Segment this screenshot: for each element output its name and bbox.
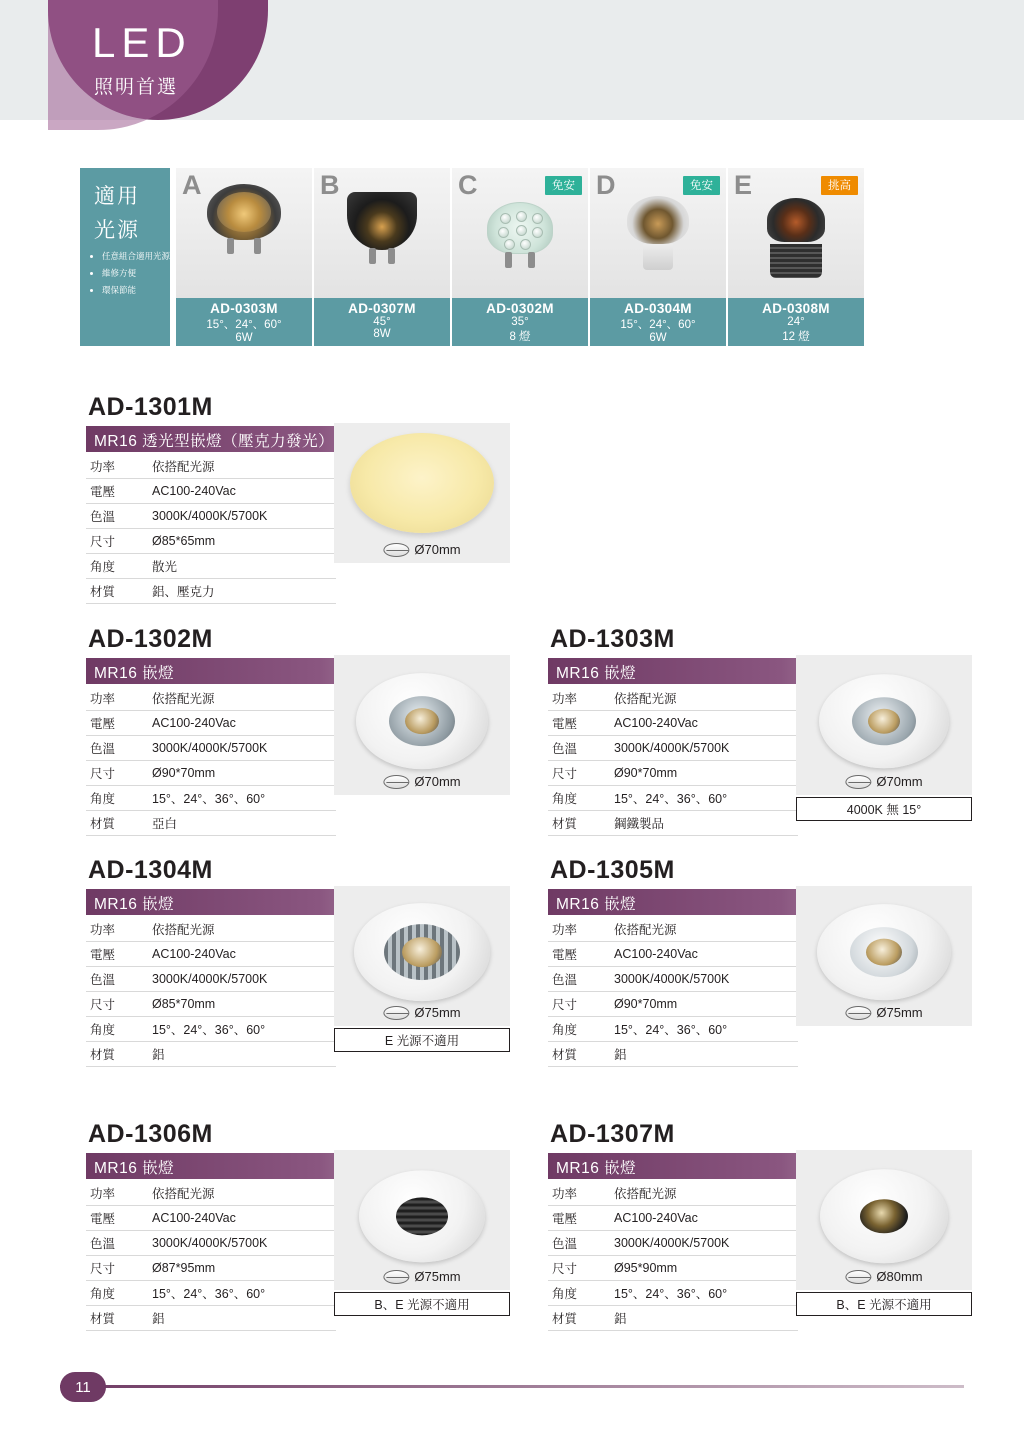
- source-e-tag: 挑高: [821, 176, 858, 195]
- cutout-dimension: [383, 1269, 460, 1284]
- product-photo: [334, 886, 510, 1026]
- product-photo: [334, 655, 510, 795]
- source-c-power: 8 燈: [509, 331, 531, 343]
- spec-value-angle: 15°、24°、36°、60°: [614, 786, 798, 811]
- product-name: MR16 嵌燈: [556, 665, 637, 682]
- spec-label-power: 功率: [86, 454, 152, 479]
- table-row: [548, 1181, 798, 1206]
- cutout-icon: [845, 775, 871, 789]
- cutout-dimension: [845, 774, 922, 789]
- product-note: 4000K 無 15°: [796, 797, 972, 821]
- table-row: [548, 811, 798, 836]
- finned-bulb-icon: [767, 198, 825, 278]
- applicable-light-sources: [80, 168, 864, 346]
- table-row: [86, 479, 336, 504]
- cutout-icon: [383, 1006, 409, 1020]
- product-spec-table: [548, 686, 798, 836]
- product-spec-table: [548, 1181, 798, 1331]
- logo-subtitle: 照明首選: [94, 77, 179, 98]
- spec-value-power: 依搭配光源: [614, 1181, 798, 1206]
- logo-led-text: LED: [92, 19, 192, 66]
- cutout-dimension: [845, 1269, 922, 1284]
- source-option-d[interactable]: [590, 168, 726, 346]
- source-legend-bullet: • 維修方便: [102, 267, 170, 280]
- spec-label-power: 功率: [548, 686, 614, 711]
- table-row: [86, 786, 336, 811]
- table-row: [548, 711, 798, 736]
- spec-value-material: 鋼鐵製品: [614, 811, 798, 836]
- table-row: [548, 1042, 798, 1067]
- spec-value-voltage: AC100-240Vac: [614, 1206, 798, 1231]
- source-legend-box: [80, 168, 170, 346]
- cutout-value: Ø75mm: [414, 1269, 461, 1284]
- source-c-code: AD-0302M: [486, 301, 554, 316]
- table-row: [86, 967, 336, 992]
- spec-label-angle: 角度: [548, 1017, 614, 1042]
- source-c-image: [452, 168, 588, 298]
- spec-value-voltage: AC100-240Vac: [614, 942, 798, 967]
- table-row: [86, 554, 336, 579]
- source-a-power: 6W: [235, 332, 253, 344]
- spec-label-cct: 色溫: [86, 736, 152, 761]
- spec-label-power: 功率: [548, 917, 614, 942]
- spec-value-power: 依搭配光源: [152, 686, 336, 711]
- spec-value-voltage: AC100-240Vac: [152, 479, 336, 504]
- table-row: [86, 1281, 336, 1306]
- product-name: MR16 嵌燈: [556, 896, 637, 913]
- spec-value-size: Ø85*65mm: [152, 529, 336, 554]
- table-row: [86, 1306, 336, 1331]
- spec-value-angle: 15°、24°、36°、60°: [152, 786, 336, 811]
- spec-value-cct: 3000K/4000K/5700K: [614, 736, 798, 761]
- cutout-dimension: [845, 1005, 922, 1020]
- table-row: [86, 736, 336, 761]
- spec-value-size: Ø95*90mm: [614, 1256, 798, 1281]
- table-row: [86, 579, 336, 604]
- table-row: [86, 1231, 336, 1256]
- table-row: [548, 1281, 798, 1306]
- product-note: B、E 光源不適用: [796, 1292, 972, 1316]
- spec-value-voltage: AC100-240Vac: [152, 711, 336, 736]
- product-note: E 光源不適用: [334, 1028, 510, 1052]
- source-c-caption: [452, 298, 588, 346]
- source-e-power: 12 燈: [782, 331, 810, 343]
- product-card-ad-1303m: [548, 625, 972, 836]
- spec-label-voltage: 電壓: [548, 1206, 614, 1231]
- spec-value-material: 鋁: [614, 1042, 798, 1067]
- spec-label-voltage: 電壓: [548, 942, 614, 967]
- source-e-caption: [728, 298, 864, 346]
- mr16-smd-bulb-icon: [487, 202, 553, 254]
- source-a-angle: 15°、24°、60°: [206, 319, 282, 331]
- page-number: 11: [60, 1372, 106, 1402]
- table-row: [86, 811, 336, 836]
- product-spec-table: [86, 1181, 336, 1331]
- product-name: MR16 嵌燈: [556, 1160, 637, 1177]
- spec-value-angle: 15°、24°、36°、60°: [152, 1281, 336, 1306]
- table-row: [86, 1181, 336, 1206]
- source-d-image: [590, 168, 726, 298]
- product-code: AD-1303M: [550, 625, 675, 653]
- table-row: [548, 1306, 798, 1331]
- cutout-dimension: [383, 1005, 460, 1020]
- spec-label-power: 功率: [548, 1181, 614, 1206]
- product-card-ad-1302m: [86, 625, 510, 836]
- spec-value-voltage: AC100-240Vac: [152, 942, 336, 967]
- spec-value-material: 亞白: [152, 811, 336, 836]
- spec-value-material: 鋁: [614, 1306, 798, 1331]
- spec-value-material: 鋁: [152, 1042, 336, 1067]
- source-legend-title-1: 適用: [94, 185, 140, 208]
- table-row: [86, 992, 336, 1017]
- cutout-dimension: [383, 774, 460, 789]
- spec-label-cct: 色溫: [548, 736, 614, 761]
- product-spec-table: [86, 454, 336, 604]
- spec-label-size: 尺寸: [86, 1256, 152, 1281]
- source-a-caption: [176, 298, 312, 346]
- source-a-letter: A: [182, 170, 202, 200]
- table-row: [548, 1206, 798, 1231]
- table-row: [86, 942, 336, 967]
- product-name: MR16 透光型嵌燈（壓克力發光）: [94, 433, 335, 450]
- source-b-code: AD-0307M: [348, 301, 416, 316]
- spec-value-power: 依搭配光源: [152, 917, 336, 942]
- product-spec-table: [548, 917, 798, 1067]
- source-d-letter: D: [596, 170, 616, 200]
- product-note: B、E 光源不適用: [334, 1292, 510, 1316]
- spec-value-power: 依搭配光源: [614, 917, 798, 942]
- spec-label-material: 材質: [548, 811, 614, 836]
- product-photo: [334, 1150, 510, 1290]
- cutout-icon: [383, 775, 409, 789]
- table-row: [86, 1206, 336, 1231]
- spec-label-power: 功率: [86, 1181, 152, 1206]
- spec-value-material: 鋁、壓克力: [152, 579, 336, 604]
- cutout-icon: [845, 1006, 871, 1020]
- source-a-code: AD-0303M: [210, 301, 278, 316]
- spec-label-size: 尺寸: [548, 1256, 614, 1281]
- cutout-icon: [845, 1270, 871, 1284]
- mr16-bulb-icon: [207, 184, 281, 240]
- table-row: [86, 1256, 336, 1281]
- spec-label-size: 尺寸: [86, 529, 152, 554]
- gu10-bulb-icon: [627, 196, 689, 270]
- spec-value-cct: 3000K/4000K/5700K: [152, 736, 336, 761]
- source-e-angle: 24°: [787, 316, 805, 328]
- table-row: [86, 917, 336, 942]
- spec-label-material: 材質: [86, 579, 152, 604]
- spec-label-size: 尺寸: [86, 761, 152, 786]
- spec-label-voltage: 電壓: [86, 479, 152, 504]
- cutout-value: Ø70mm: [414, 774, 461, 789]
- product-card-ad-1304m: [86, 856, 510, 1067]
- source-legend-title-2: 光源: [94, 219, 140, 242]
- cutout-value: Ø70mm: [414, 542, 461, 557]
- spec-value-power: 依搭配光源: [152, 1181, 336, 1206]
- product-code: AD-1301M: [88, 393, 213, 421]
- table-row: [86, 711, 336, 736]
- source-c-angle: 35°: [511, 316, 529, 328]
- spec-label-voltage: 電壓: [86, 1206, 152, 1231]
- table-row: [548, 967, 798, 992]
- spec-label-cct: 色溫: [548, 1231, 614, 1256]
- source-b-power: 8W: [373, 328, 391, 340]
- spec-value-angle: 15°、24°、36°、60°: [152, 1017, 336, 1042]
- cutout-value: Ø75mm: [414, 1005, 461, 1020]
- source-option-c[interactable]: [452, 168, 588, 346]
- spec-label-power: 功率: [86, 917, 152, 942]
- spec-label-angle: 角度: [548, 786, 614, 811]
- table-row: [548, 1017, 798, 1042]
- spec-label-size: 尺寸: [548, 992, 614, 1017]
- table-row: [86, 504, 336, 529]
- footer-divider: [60, 1385, 964, 1388]
- spec-value-size: Ø90*70mm: [152, 761, 336, 786]
- product-name: MR16 嵌燈: [94, 665, 175, 682]
- spec-value-angle: 15°、24°、36°、60°: [614, 1281, 798, 1306]
- spec-label-size: 尺寸: [86, 992, 152, 1017]
- source-option-b[interactable]: [314, 168, 450, 346]
- table-row: [86, 761, 336, 786]
- spec-label-material: 材質: [548, 1042, 614, 1067]
- source-e-image: [728, 168, 864, 298]
- spec-value-size: Ø87*95mm: [152, 1256, 336, 1281]
- spec-label-angle: 角度: [86, 554, 152, 579]
- spec-label-material: 材質: [86, 811, 152, 836]
- spec-label-material: 材質: [86, 1042, 152, 1067]
- spec-value-power: 依搭配光源: [614, 686, 798, 711]
- source-option-a[interactable]: [176, 168, 312, 346]
- spec-value-cct: 3000K/4000K/5700K: [614, 967, 798, 992]
- product-spec-table: [86, 686, 336, 836]
- cutout-dimension: [383, 542, 460, 557]
- spec-value-cct: 3000K/4000K/5700K: [152, 504, 336, 529]
- mr16-black-bulb-icon: [347, 192, 417, 250]
- source-a-image: [176, 168, 312, 298]
- spec-value-size: Ø90*70mm: [614, 761, 798, 786]
- source-d-caption: [590, 298, 726, 346]
- table-row: [548, 1256, 798, 1281]
- table-row: [86, 454, 336, 479]
- cutout-icon: [383, 1270, 409, 1284]
- table-row: [548, 992, 798, 1017]
- table-row: [86, 529, 336, 554]
- source-legend-bullet: • 任意組合適用光源: [102, 250, 170, 263]
- table-row: [548, 786, 798, 811]
- product-name: MR16 嵌燈: [94, 896, 175, 913]
- spec-value-cct: 3000K/4000K/5700K: [152, 967, 336, 992]
- table-row: [86, 1042, 336, 1067]
- spec-label-voltage: 電壓: [86, 711, 152, 736]
- spec-label-cct: 色溫: [86, 1231, 152, 1256]
- spec-value-angle: 散光: [152, 554, 336, 579]
- source-d-angle: 15°、24°、60°: [620, 319, 696, 331]
- source-b-caption: [314, 298, 450, 346]
- product-card-ad-1305m: [548, 856, 972, 1067]
- spec-label-angle: 角度: [86, 1017, 152, 1042]
- product-card-ad-1306m: [86, 1120, 510, 1331]
- source-c-letter: C: [458, 170, 478, 200]
- spec-label-angle: 角度: [548, 1281, 614, 1306]
- product-code: AD-1305M: [550, 856, 675, 884]
- product-photo: [334, 423, 510, 563]
- product-spec-table: [86, 917, 336, 1067]
- spec-value-power: 依搭配光源: [152, 454, 336, 479]
- cutout-value: Ø80mm: [876, 1269, 923, 1284]
- table-row: [548, 942, 798, 967]
- spec-value-angle: 15°、24°、36°、60°: [614, 1017, 798, 1042]
- source-option-e[interactable]: [728, 168, 864, 346]
- product-code: AD-1304M: [88, 856, 213, 884]
- page-header: [0, 0, 1024, 120]
- spec-value-voltage: AC100-240Vac: [152, 1206, 336, 1231]
- spec-value-material: 鋁: [152, 1306, 336, 1331]
- spec-label-angle: 角度: [86, 1281, 152, 1306]
- spec-label-voltage: 電壓: [548, 711, 614, 736]
- spec-value-cct: 3000K/4000K/5700K: [152, 1231, 336, 1256]
- source-d-code: AD-0304M: [624, 301, 692, 316]
- spec-value-cct: 3000K/4000K/5700K: [614, 1231, 798, 1256]
- cutout-value: Ø75mm: [876, 1005, 923, 1020]
- cutout-icon: [383, 543, 409, 557]
- spec-label-cct: 色溫: [86, 967, 152, 992]
- table-row: [86, 1017, 336, 1042]
- table-row: [548, 917, 798, 942]
- product-card-ad-1301m: [86, 393, 510, 604]
- table-row: [548, 761, 798, 786]
- table-row: [86, 686, 336, 711]
- product-name: MR16 嵌燈: [94, 1160, 175, 1177]
- product-code: AD-1307M: [550, 1120, 675, 1148]
- cutout-value: Ø70mm: [876, 774, 923, 789]
- table-row: [548, 736, 798, 761]
- spec-value-size: Ø85*70mm: [152, 992, 336, 1017]
- source-b-letter: B: [320, 170, 340, 200]
- product-photo: [796, 1150, 972, 1290]
- source-b-angle: 45°: [373, 316, 391, 328]
- product-code: AD-1302M: [88, 625, 213, 653]
- source-legend-bullet: • 環保節能: [102, 284, 170, 297]
- source-e-code: AD-0308M: [762, 301, 830, 316]
- spec-value-voltage: AC100-240Vac: [614, 711, 798, 736]
- spec-label-power: 功率: [86, 686, 152, 711]
- table-row: [548, 686, 798, 711]
- spec-label-cct: 色溫: [86, 504, 152, 529]
- table-row: [548, 1231, 798, 1256]
- spec-label-size: 尺寸: [548, 761, 614, 786]
- product-photo: [796, 886, 972, 1026]
- source-b-image: [314, 168, 450, 298]
- spec-label-voltage: 電壓: [86, 942, 152, 967]
- source-c-tag: 免安: [545, 176, 582, 195]
- product-photo: [796, 655, 972, 795]
- source-d-tag: 免安: [683, 176, 720, 195]
- spec-label-angle: 角度: [86, 786, 152, 811]
- spec-value-size: Ø90*70mm: [614, 992, 798, 1017]
- product-code: AD-1306M: [88, 1120, 213, 1148]
- source-e-letter: E: [734, 170, 753, 200]
- product-card-ad-1307m: [548, 1120, 972, 1331]
- spec-label-material: 材質: [548, 1306, 614, 1331]
- source-d-power: 6W: [649, 332, 667, 344]
- spec-label-material: 材質: [86, 1306, 152, 1331]
- spec-label-cct: 色溫: [548, 967, 614, 992]
